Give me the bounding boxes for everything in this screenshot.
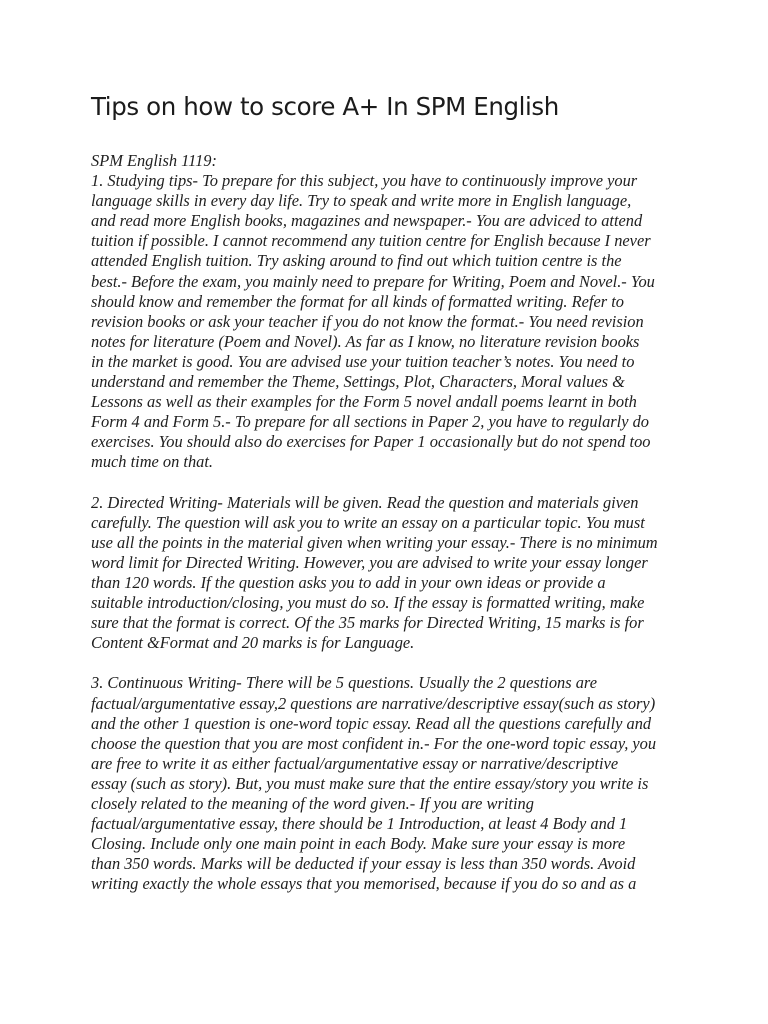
paragraph-line: Lessons as well as their examples for the Form 5 novel andall poems learnt in both (91, 392, 637, 412)
page-title: Tips on how to score A+ In SPM English (91, 92, 559, 121)
subtitle-line: SPM English 1119: (91, 151, 217, 170)
paragraph-1 (91, 171, 691, 472)
paragraph-line: factual/argumentative essay,2 questions are narrative/descriptive essay(such as story) (91, 693, 656, 713)
paragraph-line: exercises. You should also do exercises for Paper 1 occasionally but do not spend too (91, 432, 651, 452)
paragraph-line: best.- Before the exam, you mainly need to prepare for Writing, Poem and Novel.- You (91, 271, 655, 291)
paragraph-line: in the market is good. You are advised use your tuition teacher’s notes. You need to (91, 351, 635, 371)
paragraph-line: than 350 words. Marks will be deducted if your essay is less than 350 words. Avoid (91, 854, 636, 874)
paragraph-line: 2. Directed Writing- Materials will be given. Read the question and materials given (91, 492, 639, 512)
paragraph-line: 1. Studying tips- To prepare for this subject, you have to continuously improve your (91, 171, 638, 191)
paragraph-3 (91, 673, 691, 894)
document-body (91, 151, 691, 894)
paragraph-line: language skills in every day life. Try to speak and write more in English language, (91, 191, 632, 211)
paragraph-line: essay (such as story). But, you must make sure that the entire essay/story you write is (91, 773, 649, 793)
paragraph-line: notes for literature (Poem and Novel). As far as I know, no literature revision books (91, 331, 640, 351)
paragraph-line: suitable introduction/closing, you must do so. If the essay is formatted writing, make (91, 593, 645, 613)
paragraph-line: much time on that. (91, 452, 214, 472)
paragraph-2 (91, 493, 691, 654)
paragraph-line: word limit for Directed Writing. However, you are advised to write your essay longer (91, 552, 648, 572)
paragraph-line: revision books or ask your teacher if you do not know the format.- You need revision (91, 311, 644, 331)
paragraph-line: are free to write it as either factual/argumentative essay or narrative/descriptive (91, 753, 619, 773)
paragraph-line: should know and remember the format for all kinds of formatted writing. Refer to (91, 291, 624, 311)
paragraph-line: tuition if possible. I cannot recommend any tuition centre for English because I never (91, 231, 651, 251)
paragraph-line: Form 4 and Form 5.- To prepare for all sections in Paper 2, you have to regularly do (91, 412, 649, 432)
paragraph-line: carefully. The question will ask you to write an essay on a particular topic. You must (91, 512, 645, 532)
paragraph-line: attended English tuition. Try asking around to find out which tuition centre is the (91, 251, 622, 271)
paragraph-line: Closing. Include only one main point in each Body. Make sure your essay is more (91, 834, 626, 854)
paragraph-line: factual/argumentative essay, there should be 1 Introduction, at least 4 Body and 1 (91, 814, 628, 834)
paragraph-line: choose the question that you are most confident in.- For the one-word topic essay, you (91, 733, 657, 753)
paragraph-line: use all the points in the material given when writing your essay.- There is no minimum (91, 532, 658, 552)
paragraph-line: 3. Continuous Writing- There will be 5 questions. Usually the 2 questions are (91, 673, 597, 693)
paragraph-line: and read more English books, magazines and newspaper.- You are adviced to attend (91, 211, 643, 231)
paragraph-line: closely related to the meaning of the word given.- If you are writing (91, 794, 534, 813)
paragraph-gap (91, 473, 691, 493)
paragraph-line: writing exactly the whole essays that you memorised, because if you do so and as a (91, 874, 637, 894)
paragraph-line: understand and remember the Theme, Settings, Plot, Characters, Moral values & (91, 372, 625, 392)
paragraph-line: Content &Format and 20 marks is for Language. (91, 633, 415, 653)
paragraph-line: and the other 1 question is one-word topic essay. Read all the questions carefully and (91, 713, 652, 733)
paragraph-gap (91, 653, 691, 673)
paragraph-line: sure that the format is correct. Of the 35 marks for Directed Writing, 15 marks is for (91, 613, 644, 633)
paragraph-line: than 120 words. If the question asks you to add in your own ideas or provide a (91, 572, 606, 592)
